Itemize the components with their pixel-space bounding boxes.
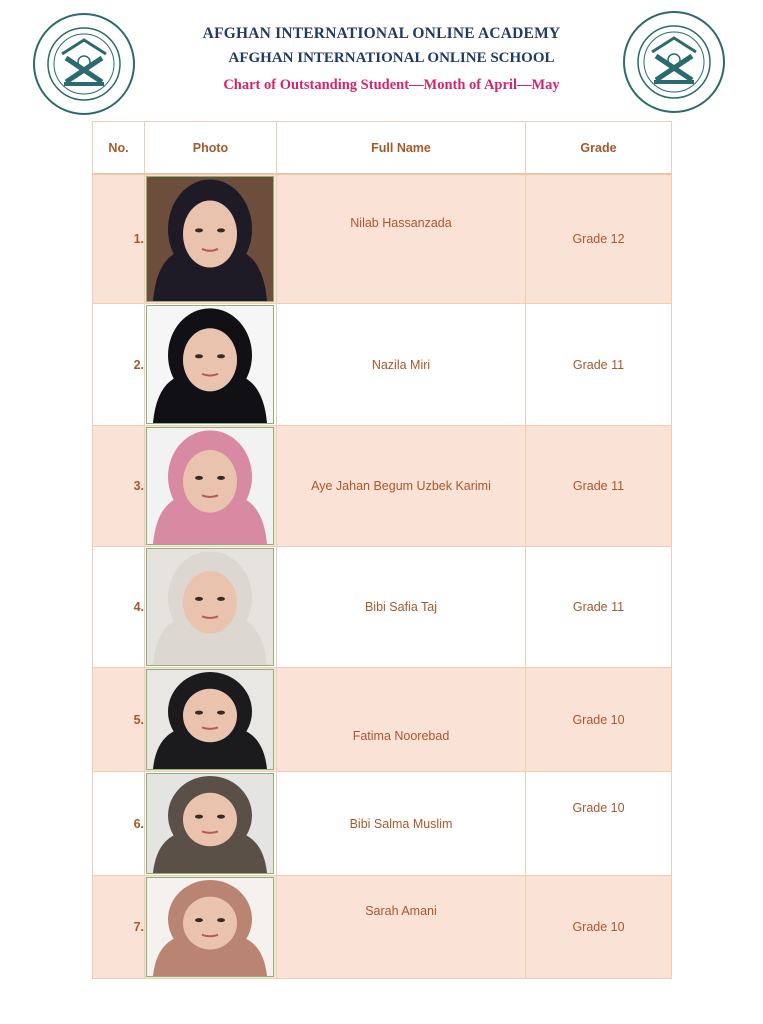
table-row: [93, 426, 672, 547]
student-grade-text: Grade 10: [572, 712, 625, 727]
row-number: 1.: [93, 174, 145, 304]
photo-cell: [145, 876, 277, 979]
school-title: AFGHAN INTERNATIONAL ONLINE SCHOOL: [228, 50, 555, 66]
student-photo: [146, 669, 274, 770]
student-full-name: [277, 668, 526, 772]
student-grade-text: Grade 11: [572, 479, 625, 493]
photo-cell: [145, 772, 277, 876]
row-number: 6.: [93, 772, 145, 876]
photo-cell: [145, 426, 277, 547]
student-grade-text: Grade 11: [572, 600, 625, 614]
table-row: [93, 304, 672, 426]
student-name-text: Bibi Salma Muslim: [349, 816, 453, 831]
student-name-text: Nazila Miri: [371, 357, 431, 372]
row-number: 2.: [93, 304, 145, 426]
student-name-text: Fatima Noorebad: [352, 728, 450, 743]
student-grade-text: Grade 11: [572, 357, 625, 372]
row-number: 5.: [93, 668, 145, 772]
table-header-row: [93, 122, 672, 175]
student-photo: [146, 877, 274, 977]
student-grade-text: Grade 10: [572, 920, 625, 934]
photo-cell: [145, 174, 277, 304]
student-full-name: [277, 772, 526, 876]
header-grade: Grade: [526, 122, 672, 175]
photo-cell: [145, 547, 277, 668]
student-name-text: Nilab Hassanzada: [350, 216, 452, 230]
student-photo: [146, 427, 274, 545]
row-number: 4.: [93, 547, 145, 668]
student-grade: [526, 547, 672, 668]
student-full-name: [277, 547, 526, 668]
header-full-name: Full Name: [277, 122, 526, 175]
student-photo: [146, 305, 274, 424]
student-grade-text: Grade 10: [572, 800, 625, 815]
table-row: [93, 174, 672, 304]
row-number: 7.: [93, 876, 145, 979]
student-name-text: Aye Jahan Begum Uzbek Karimi: [311, 479, 491, 493]
header-photo: Photo: [145, 122, 277, 175]
row-number: 3.: [93, 426, 145, 547]
table-row: [93, 876, 672, 979]
student-full-name: [277, 426, 526, 547]
student-full-name: [277, 876, 526, 979]
student-full-name: [277, 304, 526, 426]
student-grade: [526, 304, 672, 426]
student-grade: [526, 876, 672, 979]
student-photo: [146, 773, 274, 874]
outstanding-students-table: [92, 121, 672, 979]
photo-cell: [145, 304, 277, 426]
academy-title: AFGHAN INTERNATIONAL ONLINE ACADEMY: [202, 25, 561, 42]
student-name-text: Bibi Safia Taj: [364, 600, 438, 614]
student-photo: [146, 548, 274, 666]
student-full-name: [277, 174, 526, 304]
student-grade: [526, 174, 672, 304]
header-no: No.: [93, 122, 145, 175]
student-photo: [146, 176, 274, 302]
table-row: [93, 772, 672, 876]
student-name-text: Sarah Amani: [365, 904, 437, 918]
table-row: [93, 668, 672, 772]
table-row: [93, 547, 672, 668]
student-grade: [526, 426, 672, 547]
student-grade: [526, 668, 672, 772]
chart-subtitle: Chart of Outstanding Student—Month of April—May: [223, 77, 560, 93]
student-grade-text: Grade 12: [572, 232, 625, 246]
photo-cell: [145, 668, 277, 772]
student-grade: [526, 772, 672, 876]
